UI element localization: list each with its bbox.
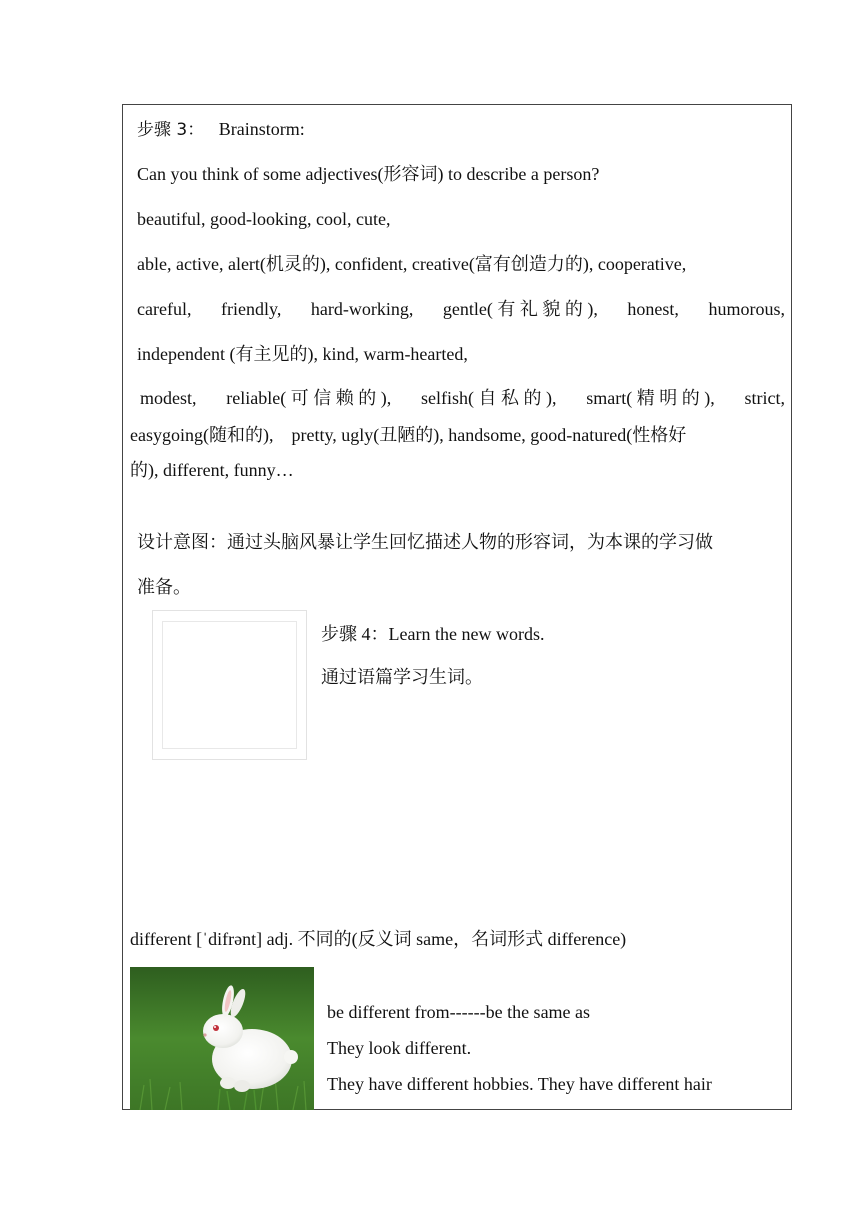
design-intent-line-1: 设计意图：通过头脑风暴让学生回忆描述人物的形容词，为本课的学习做 bbox=[137, 532, 713, 553]
adjective-word: selfish( 自 私 的 ), bbox=[420, 388, 557, 408]
step3-heading bbox=[137, 117, 305, 142]
adjective-word: smart( 精 明 的 ), bbox=[586, 388, 715, 408]
vocab-example-2: They look different. bbox=[327, 1038, 472, 1058]
adjectives-line-2: able, active, alert(机灵的), confident, creative(富有创造力的), cooperative, bbox=[137, 254, 687, 274]
adjectives-line-1: beautiful, good-looking, cool, cute, bbox=[137, 209, 391, 229]
adjective-word: hard-working, bbox=[310, 299, 414, 319]
step3-question: Can you think of some adjectives(形容词) to describe a person? bbox=[137, 164, 600, 184]
design-intent-line-2: 准备。 bbox=[137, 577, 191, 598]
vocab-example-1: be different from------be the same as bbox=[327, 1002, 591, 1022]
vocab-example-3: They have different hobbies. They have different hair bbox=[327, 1074, 712, 1094]
vocab-entry-different: different [ˈdifrənt] adj. 不同的(反义词 same，名词形式 difference) bbox=[130, 929, 627, 949]
blank-image-inner-border bbox=[162, 621, 297, 749]
rabbit-illustration bbox=[130, 967, 314, 1110]
adjective-word: humorous, bbox=[708, 299, 785, 319]
adjectives-line-7: 的), different, funny… bbox=[130, 460, 294, 480]
adjectives-line-4: independent (有主见的), kind, warm-hearted, bbox=[137, 344, 468, 364]
adjective-word: gentle( 有 礼 貌 的 ), bbox=[442, 299, 598, 319]
adjective-word: reliable( 可 信 赖 的 ), bbox=[226, 388, 392, 408]
step4-title: 步骤 4：Learn the new words. bbox=[321, 624, 545, 644]
adjective-word: modest, bbox=[140, 388, 197, 408]
adjective-word: friendly, bbox=[221, 299, 282, 319]
adjectives-line-6: easygoing(随和的), pretty, ugly(丑陋的), handsome, good-natured(性格好 bbox=[130, 425, 687, 445]
adjective-word: careful, bbox=[137, 299, 192, 319]
step4-subtitle: 通过语篇学习生词。 bbox=[321, 667, 483, 688]
blank-image-placeholder bbox=[152, 610, 307, 760]
step3-subtitle: Brainstorm: bbox=[218, 119, 305, 139]
adjectives-line-3 bbox=[137, 297, 785, 321]
adjective-word: honest, bbox=[627, 299, 679, 319]
step3-title: 步骤 3： bbox=[137, 120, 205, 140]
adjectives-line-5 bbox=[140, 386, 785, 410]
rabbit-photo bbox=[130, 967, 314, 1110]
adjective-word: strict, bbox=[744, 388, 785, 408]
